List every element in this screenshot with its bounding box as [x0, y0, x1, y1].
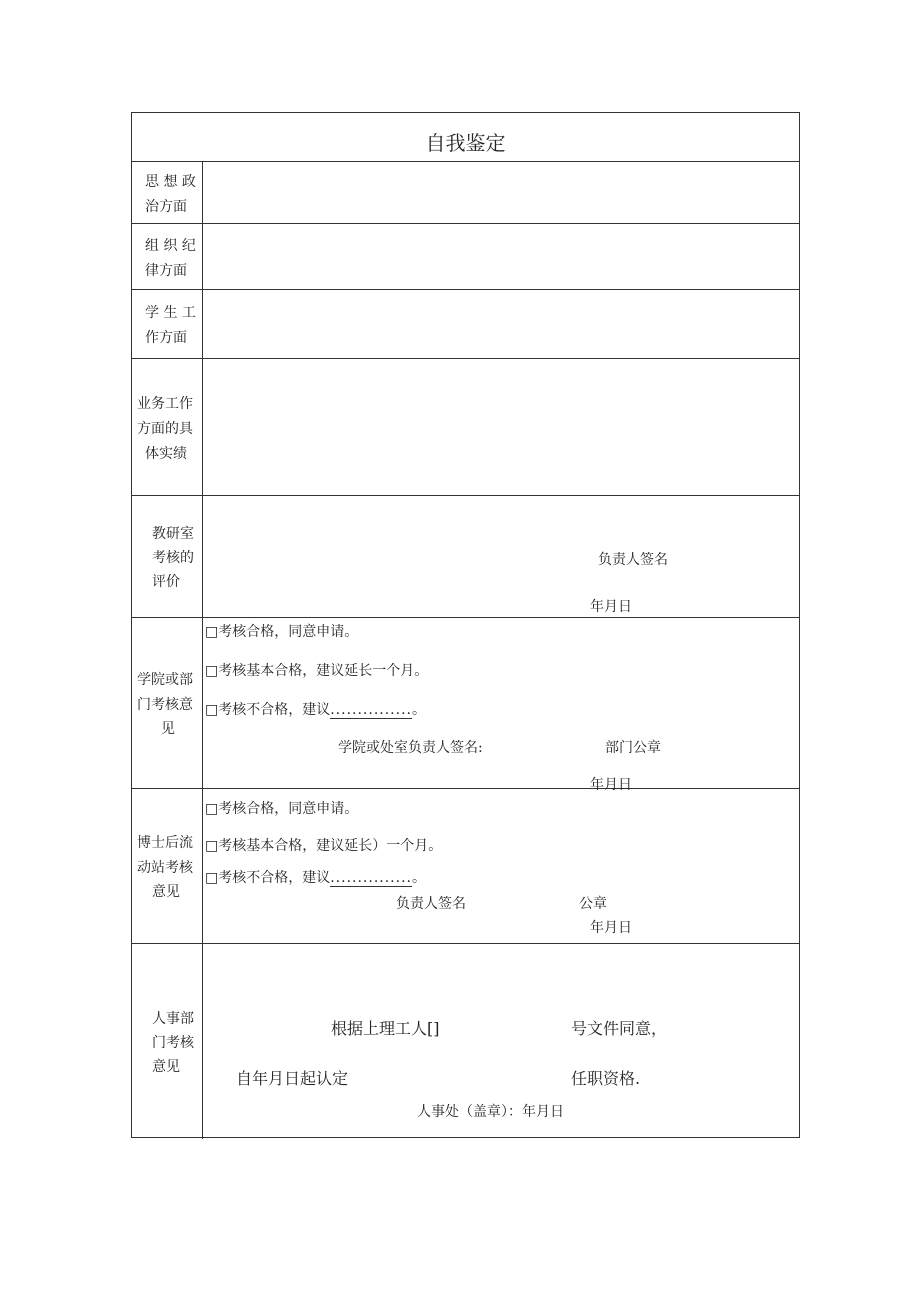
college-option-fail-end: 。	[412, 702, 426, 718]
hr-label-line2: 门考核	[152, 1035, 194, 1051]
teaching-content[interactable]	[203, 496, 799, 617]
business-row	[132, 359, 799, 496]
student-content[interactable]	[203, 290, 799, 358]
college-label-line2: 门考核意	[137, 697, 193, 713]
business-content[interactable]	[203, 359, 799, 495]
college-signer: 学院或处室负责人签名:	[338, 740, 483, 756]
discipline-content[interactable]	[203, 224, 799, 289]
postdoc-option-fail[interactable]	[205, 867, 426, 887]
self-appraisal-form	[131, 112, 800, 1138]
college-fail-blank[interactable]: ...............	[330, 702, 412, 718]
postdoc-option-basic-pass[interactable]: □考核基本合格，建议延长）一个月。	[205, 838, 443, 854]
discipline-label-line2: 律方面	[145, 263, 187, 279]
college-label-line3: 见	[161, 721, 175, 737]
business-label-line3: 体实绩	[145, 446, 187, 462]
hr-content	[203, 944, 799, 1139]
hr-row	[132, 944, 799, 1139]
hr-line1-left: 根据上理工人[]	[331, 1019, 440, 1038]
college-content	[203, 618, 799, 793]
college-option-fail[interactable]	[205, 699, 426, 719]
teaching-label-line1: 教研室	[152, 526, 194, 542]
postdoc-option-fail-text: □考核不合格，建议	[205, 870, 331, 886]
postdoc-option-pass[interactable]: □考核合格，同意申请。	[205, 801, 359, 817]
postdoc-label-line2: 动站考核	[137, 860, 193, 876]
title-row	[132, 113, 799, 162]
thought-row	[132, 162, 799, 224]
teaching-date: 年月日	[590, 599, 632, 615]
postdoc-content	[203, 789, 799, 943]
discipline-label	[132, 224, 203, 289]
hr-line2-left: 自年月日起认定	[236, 1069, 349, 1088]
college-label-line1: 学院或部	[137, 672, 193, 688]
teaching-label	[132, 496, 203, 617]
form-title: 自我鉴定	[425, 131, 506, 155]
hr-label-line3: 意见	[152, 1059, 180, 1075]
thought-label-line2: 治方面	[145, 199, 187, 215]
teaching-label-line3: 评价	[152, 574, 180, 590]
college-option-basic-pass[interactable]: □考核基本合格，建议延长一个月。	[205, 663, 429, 679]
hr-line1-right: 号文件同意，	[571, 1019, 668, 1038]
hr-label-line1: 人事部	[152, 1011, 194, 1027]
hr-line2-right: 任职资格.	[571, 1069, 641, 1088]
student-label-line2: 作方面	[145, 330, 187, 346]
teaching-signer: 负责人签名	[598, 552, 668, 568]
college-row	[132, 618, 799, 793]
college-seal: 部门公章	[605, 740, 661, 756]
student-label	[132, 290, 203, 358]
business-label	[132, 359, 203, 495]
postdoc-option-fail-end: 。	[412, 870, 426, 886]
hr-label	[132, 944, 203, 1139]
postdoc-fail-blank[interactable]: ...............	[330, 870, 412, 886]
college-label	[132, 618, 203, 788]
hr-footer: 人事处（盖章）：年月日	[417, 1104, 564, 1120]
postdoc-label-line1: 博士后流	[137, 835, 193, 851]
postdoc-row	[132, 789, 799, 944]
postdoc-date: 年月日	[590, 920, 632, 936]
discipline-row	[132, 224, 799, 290]
teaching-label-line2: 考核的	[152, 550, 194, 566]
postdoc-signer: 负责人签名	[396, 896, 466, 912]
college-option-pass[interactable]: □考核合格，同意申请。	[205, 624, 359, 640]
thought-label-line1: 思 想 政	[145, 174, 196, 190]
postdoc-seal: 公章	[579, 896, 607, 912]
thought-content[interactable]	[203, 162, 799, 223]
business-label-line2: 方面的具	[137, 421, 193, 437]
teaching-row	[132, 496, 799, 618]
business-label-line1: 业务工作	[137, 396, 193, 412]
postdoc-label	[132, 789, 203, 943]
student-label-line1: 学 生 工	[145, 305, 196, 321]
discipline-label-line1: 组 织 纪	[145, 238, 196, 254]
student-row	[132, 290, 799, 359]
thought-label	[132, 162, 203, 223]
postdoc-label-line3: 意见	[152, 884, 180, 900]
college-date: 年月日	[590, 777, 632, 793]
college-option-fail-text: □考核不合格，建议	[205, 702, 331, 718]
